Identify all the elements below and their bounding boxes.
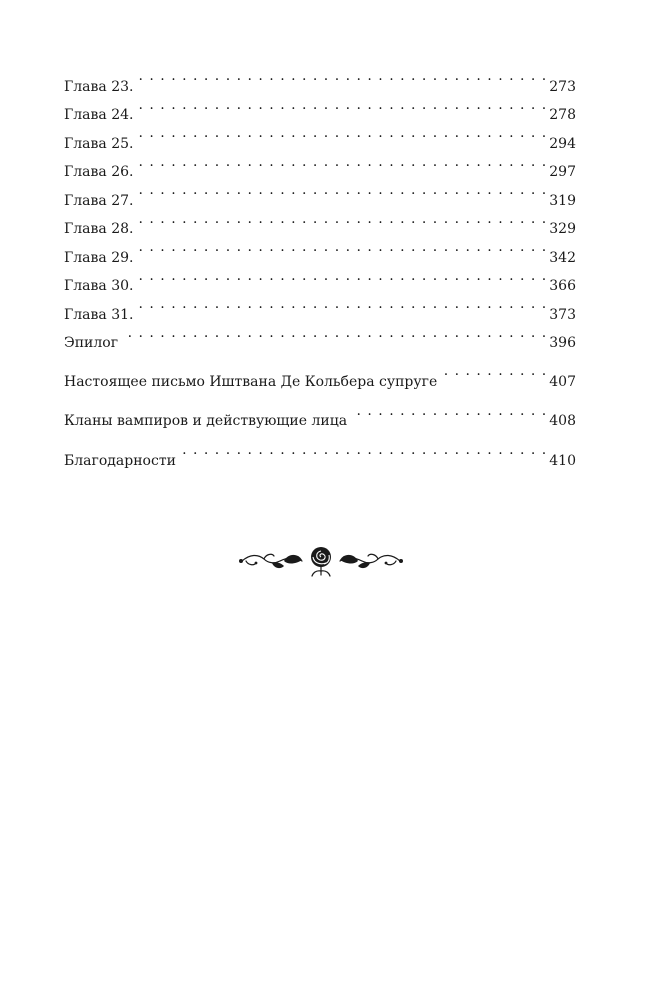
toc-entry-chapter-30[interactable] bbox=[64, 262, 576, 294]
rose-flourish-ornament-icon bbox=[236, 544, 406, 578]
toc-entry-page: 366 bbox=[549, 278, 576, 294]
toc-entry-label: Настоящее письмо Иштвана Де Кольбера супруге bbox=[64, 373, 438, 390]
toc-entry-label: Кланы вампиров и действующие лица bbox=[64, 413, 348, 429]
dot-leader bbox=[180, 436, 547, 465]
dot-leader bbox=[351, 397, 547, 426]
toc-entry-label: Глава 28. bbox=[64, 221, 134, 237]
toc-entry-page: 329 bbox=[549, 221, 576, 237]
toc-entry-page: 408 bbox=[549, 413, 576, 429]
toc-entry-label: Глава 31. bbox=[64, 306, 134, 323]
toc-entry-page: 297 bbox=[549, 164, 576, 180]
toc-entry-label: Глава 26. bbox=[64, 164, 134, 180]
toc-entry-page: 342 bbox=[549, 249, 576, 266]
toc-entry-label: Глава 24. bbox=[64, 107, 134, 123]
table-of-contents bbox=[64, 62, 576, 469]
toc-entry-label: Глава 29. bbox=[64, 249, 134, 266]
dot-leader bbox=[137, 205, 547, 234]
toc-entry-page: 407 bbox=[549, 373, 576, 390]
toc-entry-page: 273 bbox=[549, 78, 576, 95]
toc-entry-label: Глава 27. bbox=[64, 192, 134, 209]
toc-entry-chapter-27[interactable] bbox=[64, 176, 576, 209]
toc-entry-page: 373 bbox=[549, 306, 576, 323]
dot-leader bbox=[137, 262, 547, 291]
dot-leader bbox=[137, 148, 547, 177]
dot-leader bbox=[137, 176, 547, 205]
toc-entry-clans[interactable] bbox=[64, 397, 576, 429]
toc-entry-page: 278 bbox=[549, 107, 576, 123]
section-gap bbox=[64, 347, 576, 357]
toc-entry-chapter-26[interactable] bbox=[64, 148, 576, 180]
toc-entry-chapter-29[interactable] bbox=[64, 233, 576, 266]
dot-leader bbox=[137, 91, 547, 120]
toc-entry-label: Глава 30. bbox=[64, 278, 134, 294]
toc-entry-epilogue[interactable] bbox=[64, 319, 576, 351]
toc-entry-chapter-25[interactable] bbox=[64, 119, 576, 152]
toc-entry-label: Глава 23. bbox=[64, 78, 134, 95]
toc-entry-chapter-23[interactable] bbox=[64, 62, 576, 95]
toc-entry-chapter-24[interactable] bbox=[64, 91, 576, 123]
dot-leader bbox=[137, 233, 547, 262]
dot-leader bbox=[137, 119, 547, 148]
dot-leader bbox=[441, 357, 547, 386]
toc-entry-label: Благодарности bbox=[64, 452, 176, 469]
toc-entry-letter[interactable] bbox=[64, 357, 576, 390]
toc-entry-page: 396 bbox=[549, 335, 576, 351]
dot-leader bbox=[122, 319, 547, 348]
toc-entry-label: Эпилог bbox=[64, 335, 119, 351]
toc-entry-chapter-31[interactable] bbox=[64, 290, 576, 323]
toc-entry-label: Глава 25. bbox=[64, 135, 134, 152]
dot-leader bbox=[137, 290, 547, 319]
toc-entry-page: 319 bbox=[549, 192, 576, 209]
toc-entry-chapter-28[interactable] bbox=[64, 205, 576, 237]
dot-leader bbox=[137, 62, 547, 91]
toc-entry-acknowledgements[interactable] bbox=[64, 436, 576, 469]
toc-entry-page: 294 bbox=[549, 135, 576, 152]
toc-entry-page: 410 bbox=[549, 452, 576, 469]
